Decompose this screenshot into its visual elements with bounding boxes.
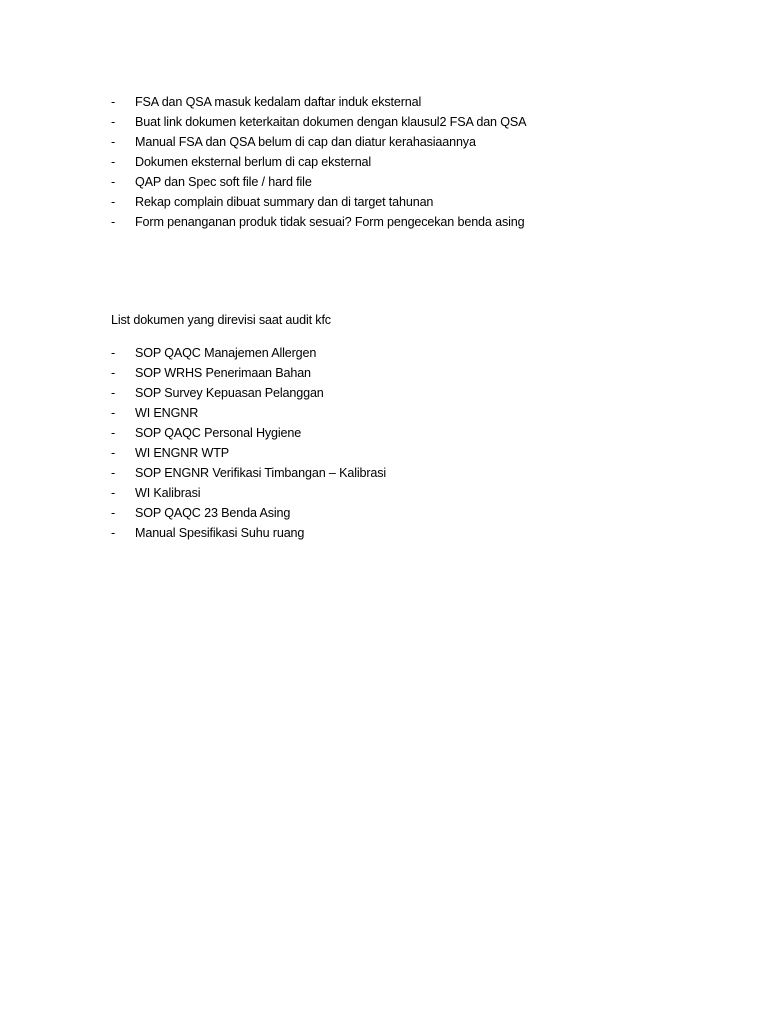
list-item: [111, 152, 526, 172]
list-item: [111, 463, 386, 483]
bullet-dash: -: [111, 446, 116, 460]
list-item: [111, 443, 386, 463]
list-item: [111, 423, 386, 443]
list-item: [111, 192, 526, 212]
bullet-dash: -: [111, 406, 116, 420]
bullet-dash: -: [111, 506, 116, 520]
list-item-text: Buat link dokumen keterkaitan dokumen dengan klausul2 FSA dan QSA: [135, 115, 527, 129]
bullet-dash: -: [111, 366, 116, 380]
list-item-text: SOP QAQC 23 Benda Asing: [135, 506, 291, 520]
list-item-text: SOP QAQC Personal Hygiene: [135, 426, 302, 440]
list-item-text: FSA dan QSA masuk kedalam daftar induk eksternal: [135, 95, 422, 109]
list-item: [111, 132, 526, 152]
bullet-dash: -: [111, 95, 116, 109]
list-item-text: Manual FSA dan QSA belum di cap dan diatur kerahasiaannya: [135, 135, 476, 149]
list-item-text: SOP Survey Kepuasan Pelanggan: [135, 386, 324, 400]
list-item-text: WI ENGNR: [135, 406, 199, 420]
list-item: [111, 483, 386, 503]
list-item-text: Rekap complain dibuat summary dan di target tahunan: [135, 195, 434, 209]
list-item: [111, 212, 526, 232]
bullet-dash: -: [111, 466, 116, 480]
bullet-dash: -: [111, 195, 116, 209]
bullet-dash: -: [111, 346, 116, 360]
list-item: [111, 403, 386, 423]
list-item: [111, 383, 386, 403]
bullet-dash: -: [111, 135, 116, 149]
list-item-text: WI ENGNR WTP: [135, 446, 230, 460]
list-item: [111, 92, 526, 112]
list-item-text: Dokumen eksternal berlum di cap eksternal: [135, 155, 372, 169]
list-item-text: Form penanganan produk tidak sesuai? Form pengecekan benda asing: [135, 215, 525, 229]
bullet-dash: -: [111, 175, 116, 189]
list-item-text: QAP dan Spec soft file / hard file: [135, 175, 312, 189]
list-item-text: SOP WRHS Penerimaan Bahan: [135, 366, 311, 380]
bullet-dash: -: [111, 486, 116, 500]
list-item-text: WI Kalibrasi: [135, 486, 201, 500]
list-item: [111, 523, 386, 543]
bullet-dash: -: [111, 115, 116, 129]
notes-list: [111, 92, 526, 232]
list-item-text: Manual Spesifikasi Suhu ruang: [135, 526, 305, 540]
list-item: [111, 363, 386, 383]
list-item: [111, 503, 386, 523]
bullet-dash: -: [111, 215, 116, 229]
list-item: [111, 112, 526, 132]
bullet-dash: -: [111, 386, 116, 400]
revised-documents-list: [111, 343, 386, 543]
section-heading: List dokumen yang direvisi saat audit kfc: [111, 313, 331, 327]
list-item-text: SOP ENGNR Verifikasi Timbangan – Kalibrasi: [135, 466, 387, 480]
list-item: [111, 172, 526, 192]
bullet-dash: -: [111, 155, 116, 169]
bullet-dash: -: [111, 526, 116, 540]
list-item-text: SOP QAQC Manajemen Allergen: [135, 346, 317, 360]
bullet-dash: -: [111, 426, 116, 440]
list-item: [111, 343, 386, 363]
